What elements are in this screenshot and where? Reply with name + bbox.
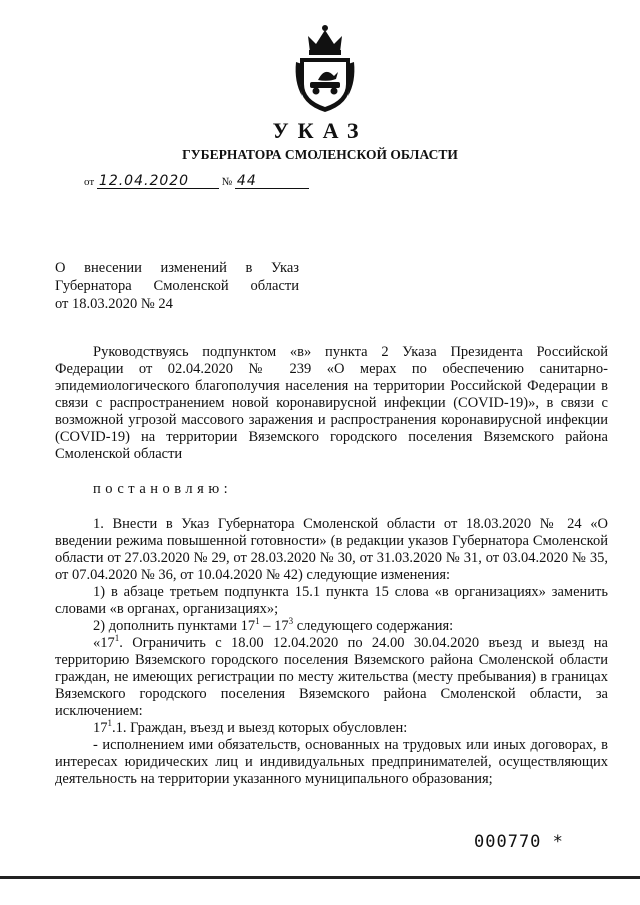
decree-items [55,516,608,788]
item-1-2-text-a: 2) дополнить пунктами 17 [93,618,256,634]
document-serial-number: 000770 * [474,832,564,852]
subject-block [55,259,299,313]
number-value: 44 [235,174,309,189]
item-1-2-text-c: следующего содержания: [293,618,454,634]
subject-line-2: Губернатора Смоленской области [55,278,299,294]
item-17-1-1-dash: - исполнением ими обязательств, основанных на трудовых или иных договорах, в интересах юридических лиц и индивидуальных предпринимателей, осуществляющих деятельность на территории указанного муниципального образования; [55,737,608,787]
date-value: 12.04.2020 [97,174,219,189]
item-17-1-sup: 1 [114,633,120,644]
date-prefix: от [84,176,95,188]
item-17-1-1-text-a: 17 [93,720,108,736]
item-1-2-text-b: – 17 [259,618,289,634]
item-17-1 [55,635,608,720]
item-17-1-1-sup: 1 [107,718,112,729]
item-17-1-1 [55,720,608,737]
item-1: 1. Внести в Указ Губернатора Смоленской области от 18.03.2020 № 24 «О введении режима повышенной готовности» (в редакции указов Губернатора Смоленской области от 27.03.2020 № 29, от 28.03.2020 № 30, от 31.03.2020 № 31, от 03.04.2020 № 35, от 07.04.2020 № 36, от 10.04.2020 № 42) следующие изменения: [55,516,608,583]
item-17-1-1-text-b: .1. Граждан, въезд и выезд которых обусловлен: [112,720,408,736]
item-1-1: 1) в абзаце третьем подпункта 15.1 пункта 15 слова «в организациях» заменить словами «в органах, организациях»; [55,584,608,617]
preamble-paragraph: Руководствуясь подпунктом «в» пункта 2 Указа Президента Российской Федерации от 02.04.2020 № 239 «О мерах по обеспечению санитарно-эпидемиологического благополучия населения на территории Российской Федерации в связи с распространением новой коронавирусной инфекции (COVID-19)», в связи с возможной угрозой массового заражения и распространения коронавирусной инфекции (COVID-19) на территории Вяземского городского поселения Вяземского района Смоленской области [55,344,608,462]
item-17-1-text-a: «17 [93,635,115,651]
bottom-rule [0,876,640,879]
item-17-1-text-b: . Ограничить с 18.00 12.04.2020 по 24.00 30.04.2020 въезд и выезд на территорию Вяземского городского поселения Вяземского района Смоленской области граждан, не имеющих регистрации по месту жительства (месту пребывания) в границах Вяземского городского поселения Вяземского района Смоленской области, за исключением: [55,635,608,719]
item-1-2-sup-2: 3 [288,616,294,627]
number-prefix: № [221,176,233,188]
date-number-line [84,174,309,189]
issuer-subtitle: ГУБЕРНАТОРА СМОЛЕНСКОЙ ОБЛАСТИ [182,147,458,162]
item-1-2 [55,618,608,635]
resolution-word: постановляю: [93,481,233,497]
subject-line-3: от 18.03.2020 № 24 [55,296,173,312]
item-1-2-sup-1: 1 [255,616,260,627]
decree-title: УКАЗ [272,118,368,143]
coat-of-arms-emblem [294,22,356,114]
subject-line-1: О внесении изменений в Указ [55,260,299,276]
